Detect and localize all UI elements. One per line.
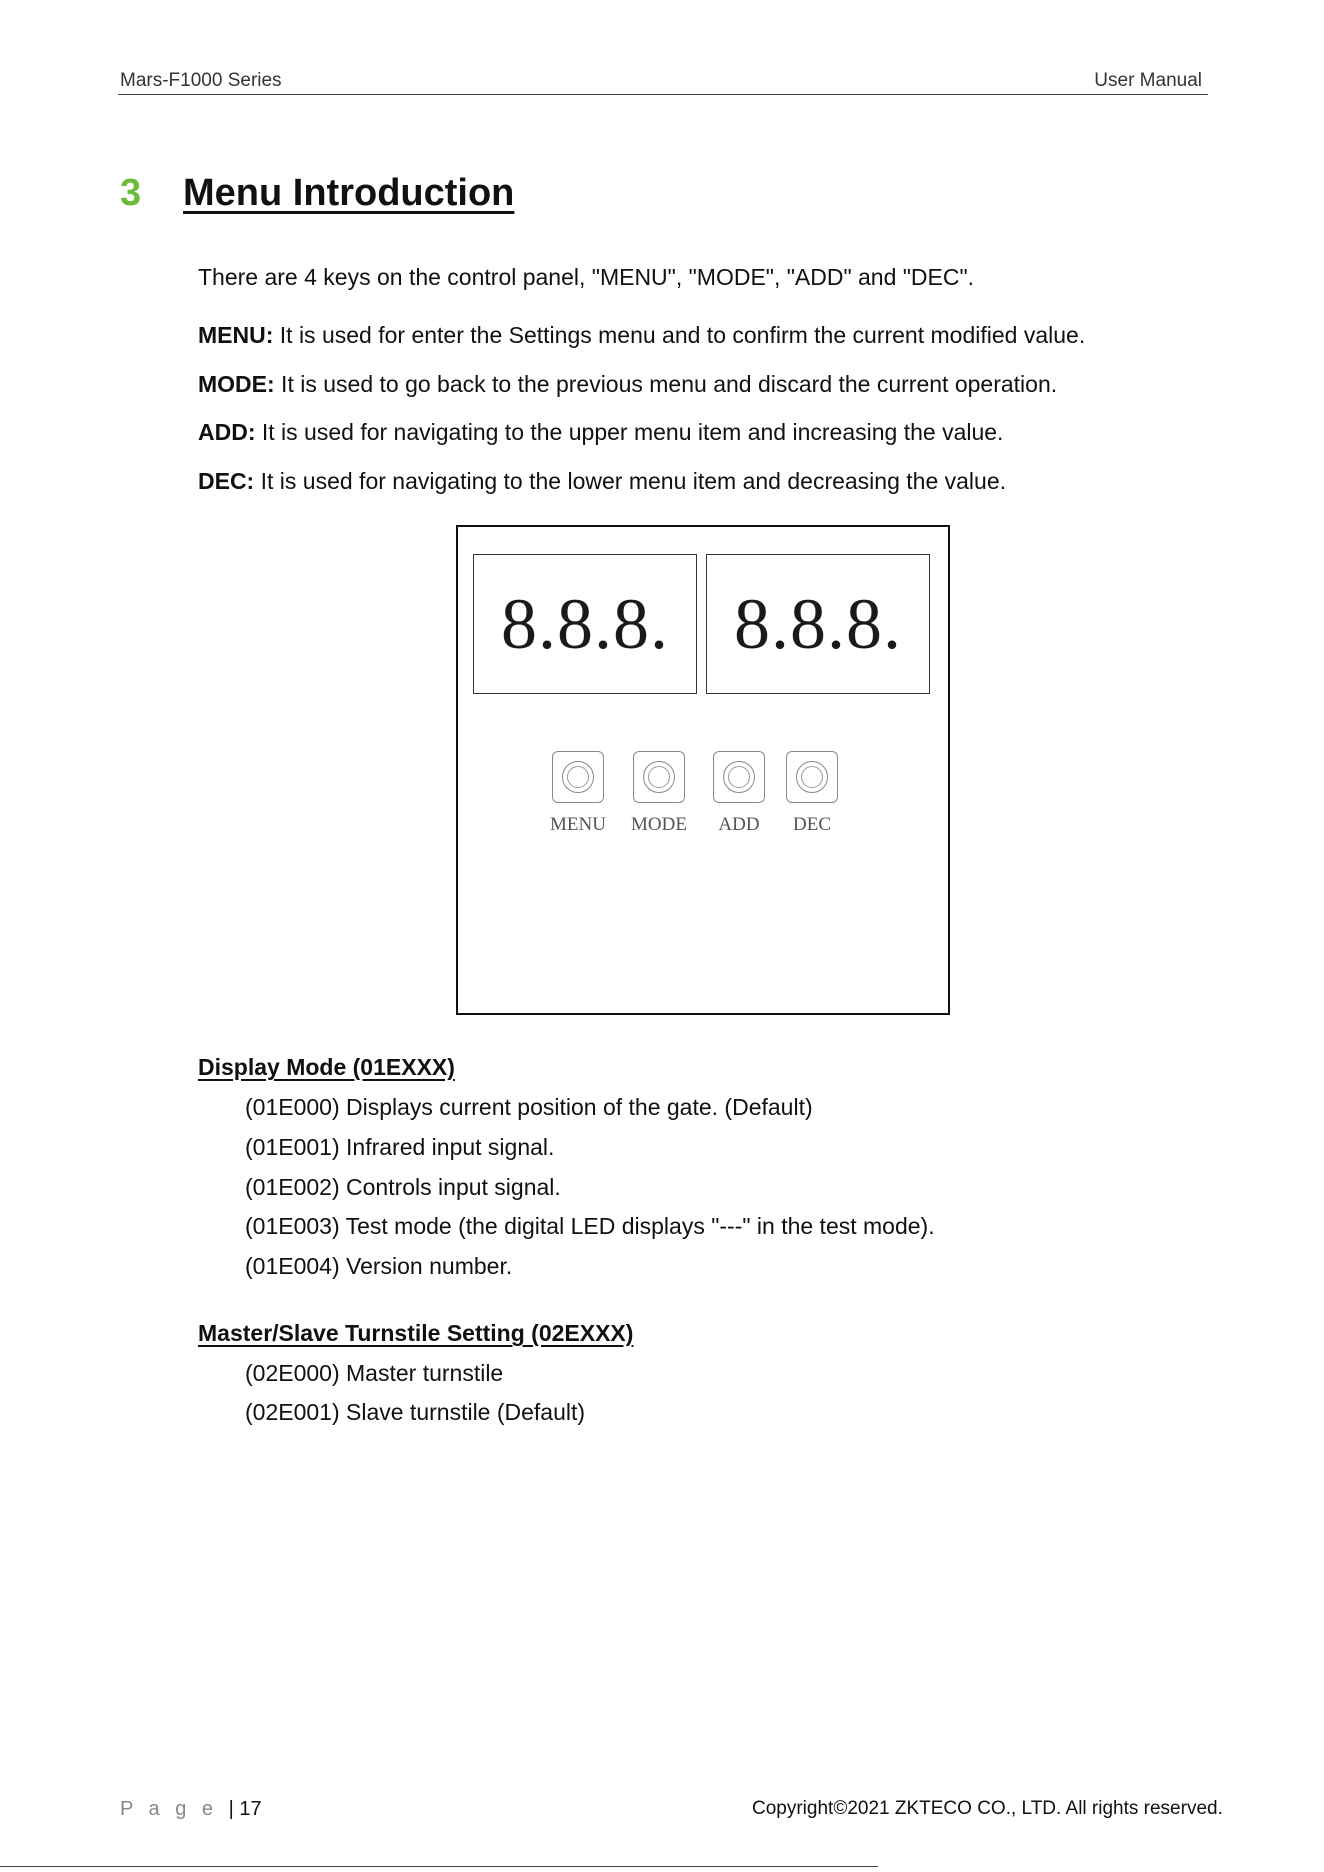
key-name: MODE:: [198, 371, 275, 397]
option-item: (02E001) Slave turnstile (Default): [245, 1399, 586, 1425]
key-description: It is used to go back to the previous menu and discard the current operation.: [274, 371, 1058, 397]
option-item: (01E001) Infrared input signal.: [245, 1134, 555, 1160]
key-description: It is used for enter the Settings menu and to confirm the current modified value.: [273, 322, 1086, 348]
mode-key-icon: [633, 751, 685, 803]
chapter-title: Menu Introduction: [183, 172, 515, 214]
dec-key-label: DEC: [793, 814, 831, 835]
key-name: DEC:: [198, 468, 255, 494]
chapter-number: 3: [120, 172, 142, 214]
add-key-label: ADD: [718, 814, 760, 835]
section-heading-display-mode: Display Mode (01EXXX): [198, 1054, 455, 1080]
footer-copyright: Copyright©2021 ZKTECO CO., LTD. All rights reserved.: [752, 1798, 1223, 1819]
key-description: It is used for navigating to the upper menu item and increasing the value.: [255, 419, 1004, 445]
key-desc-add: [198, 418, 1003, 446]
led-digits: 8.8.8.: [501, 583, 669, 664]
mode-key-label: MODE: [631, 814, 687, 835]
header-rule: [118, 94, 1208, 95]
key-name: MENU:: [198, 322, 274, 348]
led-display-left: [473, 554, 697, 694]
menu-key-icon: [552, 751, 604, 803]
intro-text: There are 4 keys on the control panel, "MENU", "MODE", "ADD" and "DEC".: [198, 264, 975, 290]
section-heading-master-slave: Master/Slave Turnstile Setting (02EXXX): [198, 1320, 634, 1346]
key-description: It is used for navigating to the lower menu item and decreasing the value.: [254, 468, 1007, 494]
header-series: Mars-F1000 Series: [120, 70, 282, 91]
page-number: | 17: [228, 1798, 262, 1820]
bottom-rule: [0, 1866, 878, 1867]
key-desc-menu: [198, 321, 1085, 349]
add-key-icon: [713, 751, 765, 803]
option-item: (01E003) Test mode (the digital LED displays "---" in the test mode).: [245, 1213, 935, 1239]
led-digits: 8.8.8.: [734, 583, 902, 664]
control-panel-figure: [456, 525, 950, 1015]
option-item: (01E004) Version number.: [245, 1253, 513, 1279]
header-doc-type: User Manual: [1094, 70, 1202, 91]
key-desc-dec: [198, 467, 1006, 495]
footer-page-indicator: [120, 1798, 262, 1821]
key-name: ADD:: [198, 419, 256, 445]
option-item: (02E000) Master turnstile: [245, 1360, 504, 1386]
option-item: (01E002) Controls input signal.: [245, 1174, 561, 1200]
dec-key-icon: [786, 751, 838, 803]
key-desc-mode: [198, 370, 1057, 398]
page-label: P a g e: [120, 1798, 219, 1820]
option-item: (01E000) Displays current position of the gate. (Default): [245, 1094, 813, 1120]
led-display-right: [706, 554, 930, 694]
menu-key-label: MENU: [550, 814, 606, 835]
